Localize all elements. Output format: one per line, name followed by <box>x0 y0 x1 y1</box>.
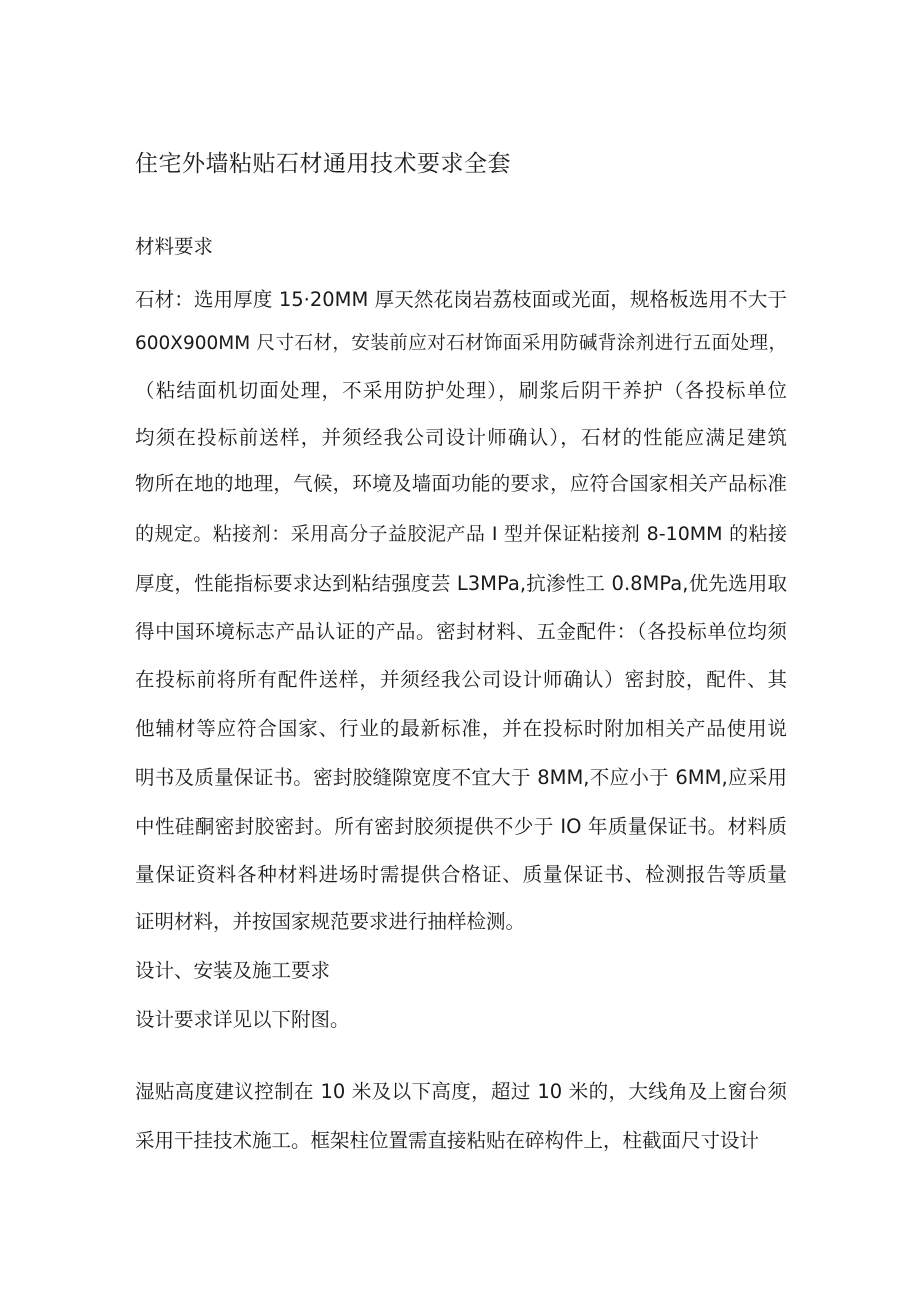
paragraph-line: 证明材料，并按国家规范要求进行抽样检测。 <box>135 910 526 933</box>
section-heading-design: 设计、安装及施工要求 <box>135 959 331 982</box>
paragraph-line: 在投标前将所有配件送样，并须经我公司设计师确认）密封胶，配件、其 <box>135 668 787 691</box>
paragraph-line: 的规定。粘接剂：采用高分子益胶泥产品 I 型并保证粘接剂 8-10MM 的粘接 <box>135 523 787 545</box>
section-heading-materials: 材料要求 <box>135 235 214 258</box>
paragraph-line: 采用干挂技术施工。框架柱位置需直接粘贴在碎构件上，柱截面尺寸设计 <box>135 1129 760 1152</box>
document-title: 住宅外墙粘贴石材通用技术要求全套 <box>135 151 511 177</box>
paragraph-line: 600X900MM 尺寸石材，安装前应对石材饰面采用防碱背涂剂进行五面处理， <box>135 333 787 354</box>
paragraph-line: 他辅材等应符合国家、行业的最新标准，并在投标时附加相关产品使用说 <box>135 717 787 740</box>
paragraph-line: 物所在地的地理，气候，环境及墙面功能的要求，应符合国家相关产品标准 <box>135 472 787 495</box>
paragraph-line: 石材：选用厚度 15·20MM 厚天然花岗岩荔枝面或光面，规格板选用不大于 <box>135 288 787 311</box>
paragraph-line: 中性硅酮密封胶密封。所有密封胶须提供不少于 IO 年质量保证书。材料质 <box>135 815 787 838</box>
paragraph-line: 得中国环境标志产品认证的产品。密封材料、五金配件：（各投标单位均须 <box>135 620 787 643</box>
paragraph-line: 均须在投标前送样，并须经我公司设计师确认），石材的性能应满足建筑 <box>135 426 787 449</box>
paragraph-line: 明书及质量保证书。密封胶缝隙宽度不宜大于 8MM,不应小于 6MM,应采用 <box>135 766 787 789</box>
paragraph-line: （粘结面机切面处理，不采用防护处理），刷浆后阴干养护（各投标单位 <box>135 379 787 402</box>
paragraph-line: 量保证资料各种材料进场时需提供合格证、质量保证书、检测报告等质量 <box>135 863 787 886</box>
paragraph-line: 湿贴高度建议控制在 10 米及以下高度，超过 10 米的，大线角及上窗台须 <box>135 1080 787 1103</box>
paragraph-line: 厚度，性能指标要求达到粘结强度芸 L3MPa,抗渗性工 0.8MPa,优先选用取 <box>135 572 787 595</box>
paragraph-line: 设计要求详见以下附图。 <box>135 1008 350 1031</box>
